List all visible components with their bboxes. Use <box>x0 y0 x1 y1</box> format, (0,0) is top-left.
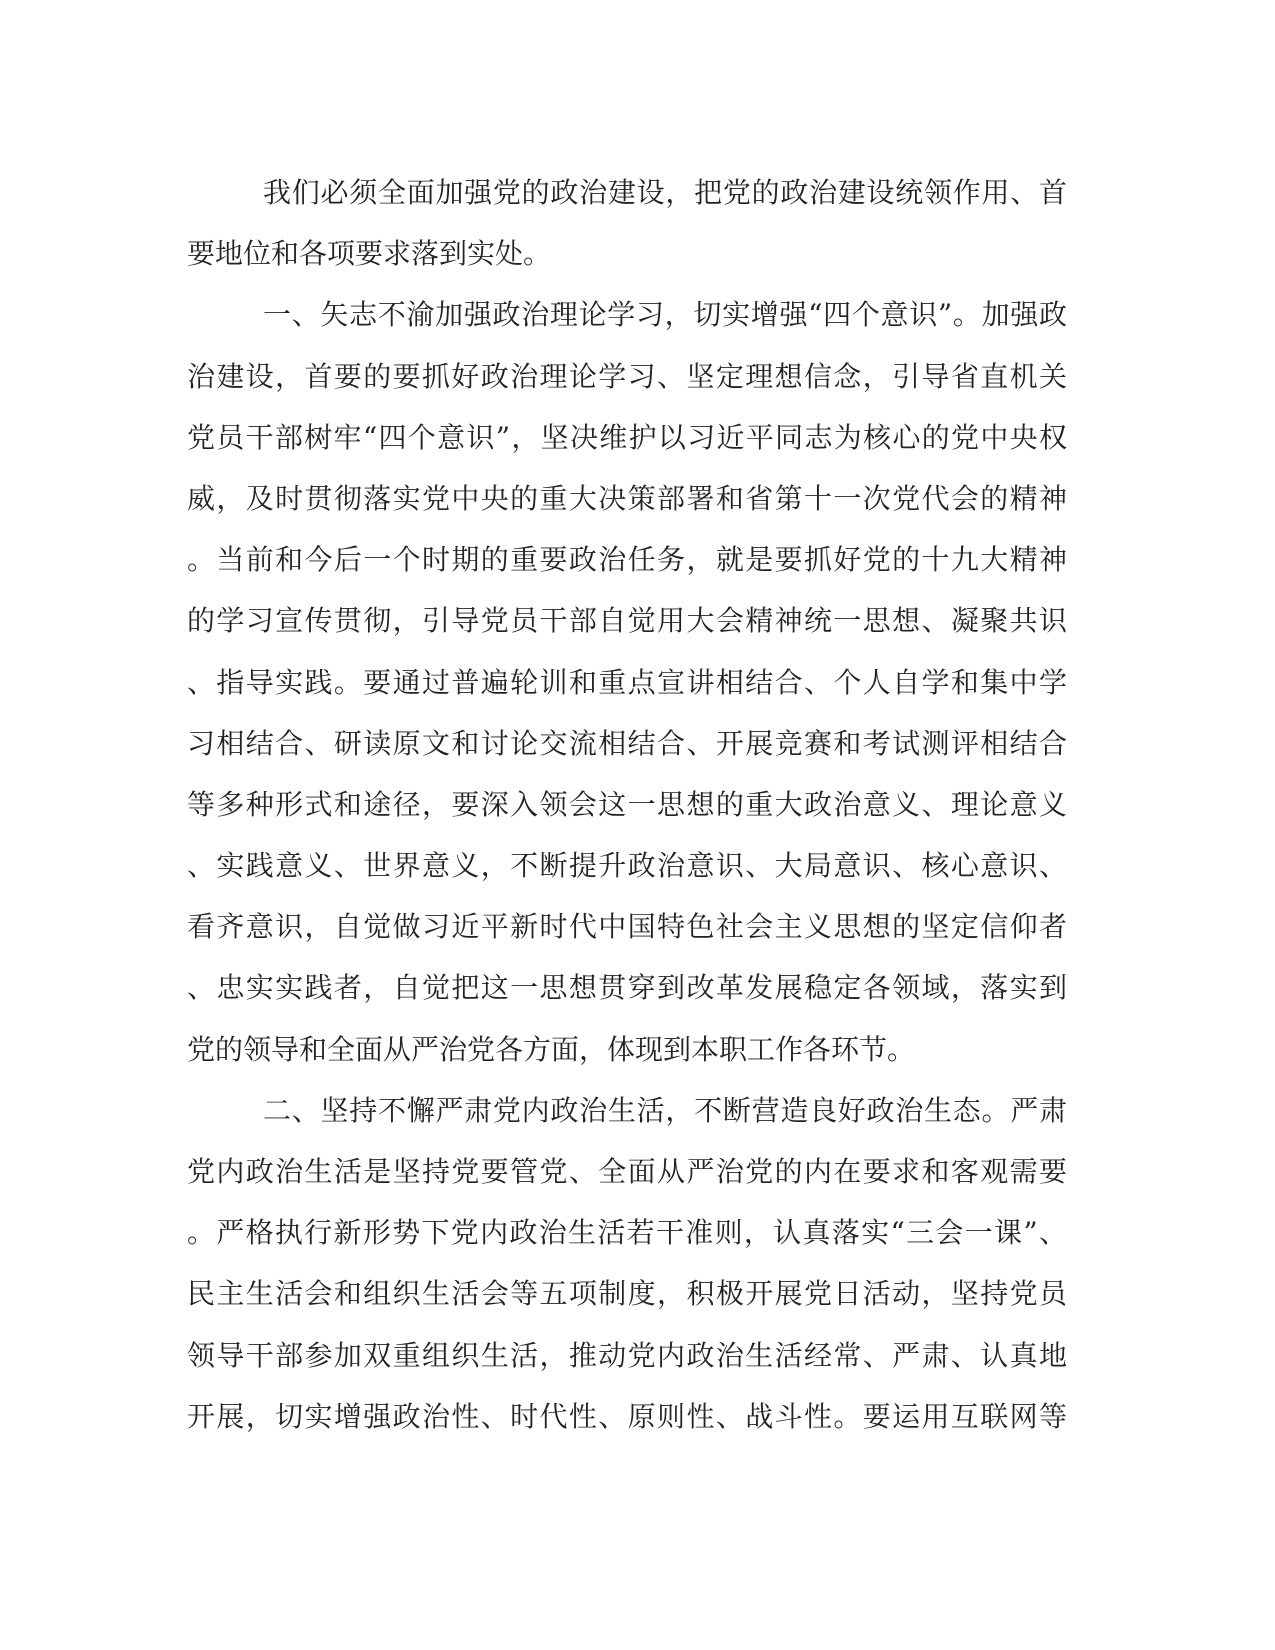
document-body <box>187 162 1067 1447</box>
text-line: 、忠实实践者，自觉把这一思想贯穿到改革发展稳定各领域，落实到 <box>187 971 1067 1005</box>
text-line: 党员干部树牢“四个意识”，坚决维护以习近平同志为核心的党中央权 <box>187 420 1067 454</box>
paragraph-section-two <box>187 1080 1067 1447</box>
paragraph-section-one <box>187 284 1067 1079</box>
text-line: 。当前和今后一个时期的重要政治任务，就是要抓好党的十九大精神 <box>187 543 1067 577</box>
text-line: 。严格执行新形势下党内政治生活若干准则，认真落实“三会一课”、 <box>187 1216 1067 1250</box>
text-line: 一、矢志不渝加强政治理论学习，切实增强“四个意识”。加强政 <box>263 298 1067 332</box>
text-line: 治建设，首要的要抓好政治理论学习、坚定理想信念，引导省直机关 <box>187 359 1067 393</box>
text-line: 民主生活会和组织生活会等五项制度，积极开展党日活动，坚持党员 <box>187 1277 1067 1311</box>
text-line: 党的领导和全面从严治党各方面，体现到本职工作各环节。 <box>187 1032 916 1066</box>
paragraph-intro <box>187 162 1067 284</box>
text-line: 等多种形式和途径，要深入领会这一思想的重大政治意义、理论意义 <box>187 787 1067 821</box>
text-line: 开展，切实增强政治性、时代性、原则性、战斗性。要运用互联网等 <box>187 1399 1067 1433</box>
text-line: 我们必须全面加强党的政治建设，把党的政治建设统领作用、首 <box>263 176 1067 209</box>
text-line: 威，及时贯彻落实党中央的重大决策部署和省第十一次党代会的精神 <box>187 481 1067 515</box>
text-line: 要地位和各项要求落到实处。 <box>187 237 552 271</box>
text-line: 、实践意义、世界意义，不断提升政治意识、大局意识、核心意识、 <box>187 849 1067 883</box>
text-line: 、指导实践。要通过普遍轮训和重点宣讲相结合、个人自学和集中学 <box>187 665 1067 699</box>
text-line: 的学习宣传贯彻，引导党员干部自觉用大会精神统一思想、凝聚共识 <box>187 604 1067 638</box>
text-line: 二、坚持不懈严肃党内政治生活，不断营造良好政治生态。严肃 <box>263 1093 1067 1127</box>
text-line: 习相结合、研读原文和讨论交流相结合、开展竞赛和考试测评相结合 <box>187 726 1067 760</box>
text-line: 领导干部参加双重组织生活，推动党内政治生活经常、严肃、认真地 <box>187 1338 1067 1372</box>
text-line: 看齐意识，自觉做习近平新时代中国特色社会主义思想的坚定信仰者 <box>187 910 1067 944</box>
text-line: 党内政治生活是坚持党要管党、全面从严治党的内在要求和客观需要 <box>187 1155 1067 1188</box>
